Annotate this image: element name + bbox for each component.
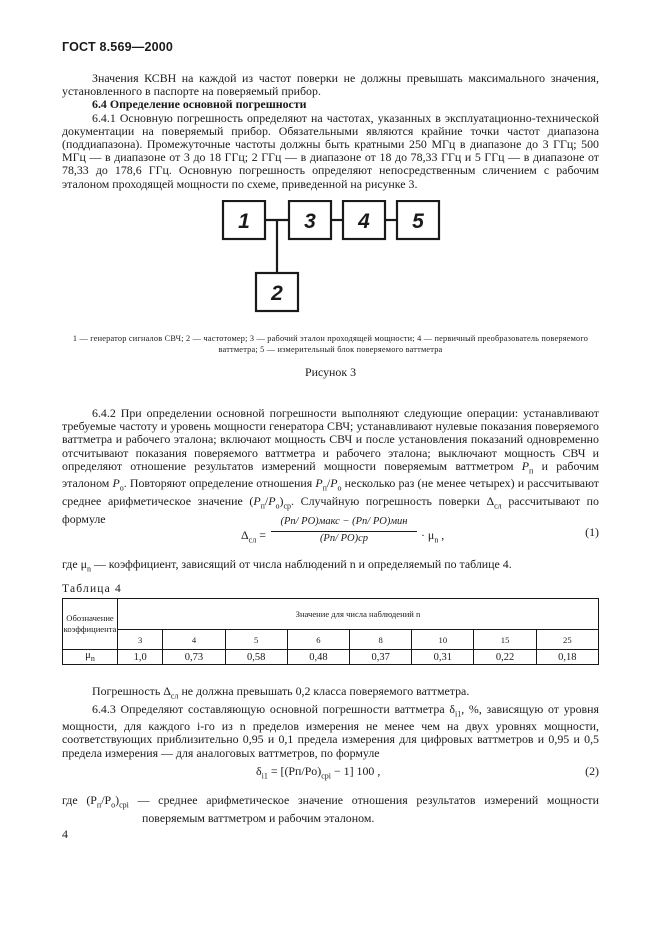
table-count-cell: 8 — [350, 630, 412, 650]
eq2-rhs-sub: срi — [321, 771, 331, 781]
sym-p: Р — [112, 476, 120, 491]
eq1-mu: · μ — [421, 528, 435, 542]
p643-start: 6.4.3 Определяют составляющую основной погрешности ваттметра δ — [92, 701, 455, 716]
table-title: Таблица 4 — [62, 583, 122, 595]
where2-d: — среднее арифметическое значение отношения результатов измерений мощности поверяемым ваттметром и рабочим эталоном. — [128, 793, 599, 825]
where-2-line — [62, 794, 599, 825]
table-col0-header: Обозначение коэффициента — [63, 599, 118, 650]
paragraph-6-4-3 — [62, 703, 599, 760]
eq1-comma: , — [438, 528, 445, 542]
table-row-label — [63, 650, 118, 665]
sym-p: Р — [315, 476, 323, 491]
table-count-cell: 15 — [474, 630, 536, 650]
eq1-fraction-bar — [271, 531, 417, 532]
paragraph-6-4-1: 6.4.1 Основную погрешность определяют на частотах, указанных в эксплуатационно-технической документации на поверяемый прибор. Обязательными являются крайние точки частот диапазона (поддиапазона). Промежуточные частоты должны быть кратными 250 МГц в диапазоне до 3 ГГц; 500 МГц — в диапазоне от 3 до 18 ГГц; 2 ГГц — в диапазоне от 18 до 78,33 ГГц и 5 ГГц — в диапазоне от 78,33 до 178,6 ГГц. Основную погрешность определяют непосредственным сличением с рабочим эталоном проходящей мощности по схеме, приведенной на рисунке 3. — [62, 110, 599, 191]
eq1-delta: Δ — [241, 528, 249, 542]
eq1-equals: = — [259, 528, 266, 542]
text-run: / — [326, 476, 331, 491]
sym-sub: ср — [283, 501, 292, 511]
where2-b: /P — [101, 793, 112, 807]
table-value-cell: 0,58 — [225, 650, 287, 665]
table-count-cell: 4 — [163, 630, 225, 650]
eq2-rhs: = [(Pп/Pо) — [267, 764, 322, 778]
eq1-lhs — [241, 528, 266, 544]
section-6-4-2 — [62, 407, 599, 526]
err-start: Погрешность Δ — [92, 684, 171, 698]
table-4 — [62, 598, 599, 665]
table-header-row — [63, 599, 599, 630]
where-1-start: где μ — [62, 557, 87, 571]
table-value-cell: 0,22 — [474, 650, 536, 665]
page-number: 4 — [62, 827, 68, 841]
text-run: / — [264, 493, 269, 508]
err-rest: не должна превышать 0,2 класса поверяемого ваттметра. — [178, 684, 470, 698]
sym-p: Р — [330, 476, 338, 491]
text-run: ) — [279, 493, 284, 508]
paragraph-6-4-2-text: 6.4.2 При определении основной погрешности выполняют следующие операции: устанавливают требуемые частоту и уровень мощности генератора СВЧ; устанавливают нулевые показания поверяемого ваттметра и рабочего эталона; включают мощность СВЧ и после установления показаний одновременно отсчитывают показания поверяемого ваттметра и рабочего эталона; выключают мощность СВЧ и определяют отношение результатов измерений мощности поверяемым ваттметром — [62, 406, 599, 473]
where2-a: где (P — [62, 793, 97, 807]
text-run: и рабочим эталоном — [62, 458, 599, 491]
where-1-sub: n — [86, 564, 91, 574]
eq1-numerator: (Pп/ PО)макс − (Pп/ PО)мин — [280, 516, 408, 527]
section-6-4-3 — [62, 685, 599, 760]
figure-title: Рисунок 3 — [304, 365, 357, 379]
eq1-lhs-sub: сл — [248, 535, 257, 545]
block-label-4: 4 — [358, 210, 370, 233]
table-value-cell: 0,48 — [287, 650, 349, 665]
sym-p: Р — [521, 458, 530, 473]
where-2 — [62, 794, 599, 825]
equation-2 — [256, 764, 380, 780]
sym-p: Р — [253, 493, 261, 508]
where-1 — [62, 558, 599, 576]
table-group-header: Значение для числа наблюдений n — [118, 599, 599, 630]
sym-sub: п — [322, 483, 327, 493]
sym-sub: п — [260, 501, 265, 511]
eq1-tail — [421, 528, 444, 544]
table-row-label-mu: μ — [85, 650, 91, 662]
section-heading-6-4: 6.4 Определение основной погрешности — [92, 97, 307, 112]
table-count-cell: 5 — [225, 630, 287, 650]
block-label-3: 3 — [304, 210, 316, 233]
equation-1-number: (1) — [585, 525, 599, 539]
paragraph-error-limit — [62, 685, 599, 703]
where2-sub3: срi — [119, 800, 129, 810]
intro-section — [62, 72, 599, 191]
eq2-rhs-tail: − 1] 100 , — [331, 764, 381, 778]
where2-c: ) — [115, 793, 120, 807]
paragraph-ksvn: Значения КСВН на каждой из частот поверки не должны превышать максимального значения, установленного в паспорте на поверяемый прибор. — [62, 71, 599, 99]
text-run: несколько раз (не менее четырех) и рассчитывают среднее арифметическое значение ( — [62, 476, 599, 508]
figure-caption: 1 — генератор сигналов СВЧ; 2 — частотомер; 3 — рабочий эталон проходящей мощности; 4 — первичный преобразователь поверяемого ваттметра; 5 — измерительный блок поверяемого ваттметра — [72, 334, 589, 354]
sym-sub: о — [337, 483, 342, 493]
text-run: . Случайную погрешность поверки Δ — [291, 493, 495, 508]
eq2-delta: δ — [256, 764, 262, 778]
table-count-cell: 6 — [287, 630, 349, 650]
sym-sub: о — [275, 501, 280, 511]
table-count-cell: 3 — [118, 630, 163, 650]
where-1-line — [62, 558, 599, 576]
text-run: . Повторяют определение отношения — [123, 476, 316, 491]
sym-sub: о — [119, 483, 124, 493]
where2-sub2: о — [111, 800, 116, 810]
sym-sub: сл — [494, 501, 502, 511]
eq2-lhs-sub: i1 — [261, 771, 268, 781]
block-label-1: 1 — [238, 210, 250, 233]
block-label-2: 2 — [271, 282, 283, 305]
table-count-cell: 10 — [412, 630, 474, 650]
p643-rest: , %, зависящую от уровня мощности, для каждого i-го из n пределов измерения не менее чем на двух уровнях мощности, соответствующих приблизительно 0,95 и 0,1 предела измерения для цифровых ваттметров и 0,95 и 0,5 предела измерения — для аналоговых ваттметров, по формуле — [62, 701, 599, 760]
err-sub: сл — [170, 691, 179, 701]
table-counts-row — [63, 630, 599, 650]
table-row — [63, 650, 599, 665]
table-value-cell: 0,18 — [536, 650, 598, 665]
figure-3-diagram — [0, 200, 661, 320]
where-1-rest: — коэффициент, зависящий от числа наблюдений n и определяемый по таблице 4. — [90, 557, 512, 571]
p643-sub: i1 — [454, 708, 462, 718]
paragraph-6-4-2 — [62, 407, 599, 526]
equation-2-number: (2) — [585, 764, 599, 778]
eq1-mu-sub: n — [434, 535, 439, 545]
sym-sub: п — [529, 466, 534, 476]
table-row-label-sub: n — [90, 654, 95, 664]
eq1-denominator: (Pп/ PО)ср — [319, 533, 369, 544]
table-value-cell: 0,37 — [350, 650, 412, 665]
table-count-cell: 25 — [536, 630, 598, 650]
text-run: рассчитывают по формуле — [62, 493, 599, 526]
table-value-cell: 0,73 — [163, 650, 225, 665]
where2-sub1: п — [96, 800, 102, 810]
table-value-cell: 1,0 — [118, 650, 163, 665]
document-header: ГОСТ 8.569—2000 — [62, 40, 174, 54]
sym-p: Р — [268, 493, 276, 508]
table-value-cell: 0,31 — [412, 650, 474, 665]
block-label-5: 5 — [412, 210, 424, 233]
